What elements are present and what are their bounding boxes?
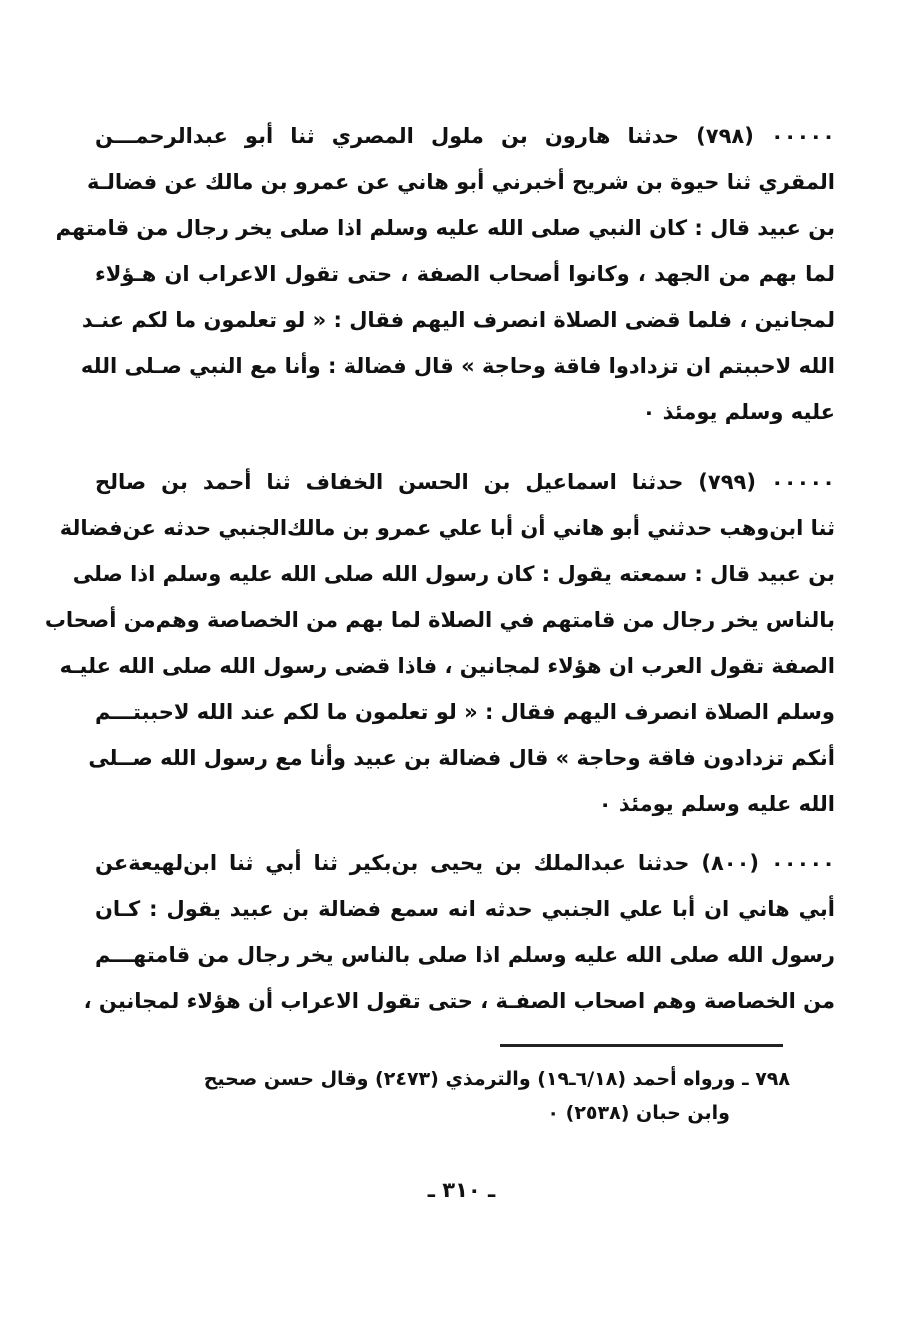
hadith-798-paragraph bbox=[55, 113, 835, 435]
text-line: بالناس يخر رجال من قامتهم في الصلاة لما بهم من الخصاصة وهم‌من أصحاب bbox=[44, 608, 835, 632]
text-line: من الخصاصة وهم اصحاب الصفـة ، حتى تقول الاعراب أن هؤلاء لمجانين ، bbox=[83, 989, 835, 1013]
text-line: ٠٠٠٠٠ (٨٠٠) حدثنا عبدالملك بن يحيى بن‌بكير ثنا أبي ثنا ابن‌لهيعة‌عن bbox=[95, 851, 835, 875]
footnote-line: وابن حبان (٢٥٣٨) ٠ bbox=[547, 1102, 730, 1124]
text-line: وسلم الصلاة انصرف اليهم فقال : « لو تعلمون ما لكم عند الله لاحببتـــم bbox=[95, 700, 835, 724]
text-line: الله عليه وسلم يومئذ ٠ bbox=[598, 792, 835, 816]
text-line: لمجانين ، فلما قضى الصلاة انصرف اليهم فقال : « لو تعلمون ما لكم عنـد bbox=[81, 308, 835, 332]
text-line: الله لاحببتم ان تزدادوا فاقة وحاجة » قال فضالة : وأنا مع النبي صـلى الله bbox=[80, 354, 835, 378]
text-line: بن عبيد قال : كان النبي صلى الله عليه وسلم اذا صلى يخر رجال من قامتهم bbox=[55, 216, 835, 240]
text-line: المقري ثنا حيوة بن شريح أخبرني أبو هاني عن عمرو بن مالك عن فضالـة bbox=[87, 170, 835, 194]
text-line: لما بهم من الجهد ، وكانوا أصحاب الصفة ، حتى تقول الاعراب ان هـؤلاء bbox=[95, 262, 835, 286]
footnote bbox=[100, 1062, 790, 1130]
page-number: ـ ٣١٠ ـ bbox=[427, 1178, 496, 1202]
footnote-line: ٧٩٨ ـ ورواه أحمد (٦/١٨ـ١٩) والترمذي (٢٤٧٣) وقال حسن صحيح bbox=[203, 1068, 790, 1090]
text-line: عليه وسلم يومئذ ٠ bbox=[642, 400, 835, 424]
text-line: ٠٠٠٠٠ (٧٩٨) حدثنا هارون بن ملول المصري ثنا أبو عبدالرحمـــن bbox=[95, 124, 835, 148]
text-line: ثنا ابن‌وهب حدثني أبو هاني أن أبا علي عمرو بن مالك‌الجنبي حدثه عن‌فضالة bbox=[59, 516, 835, 540]
hadith-800-paragraph bbox=[83, 840, 835, 1024]
hadith-799-paragraph bbox=[44, 459, 835, 827]
text-line: أنكم تزدادون فاقة وحاجة » قال فضالة بن عبيد وأنا مع رسول الله صــلى bbox=[88, 746, 835, 770]
text-line: أبي هاني ان أبا علي الجنبي حدثه انه سمع فضالة بن عبيد يقول : كـان bbox=[95, 897, 835, 921]
text-line: بن عبيد قال : سمعته يقول : كان رسول الله صلى الله عليه وسلم اذا صلى bbox=[72, 562, 835, 586]
text-line: رسول الله صلى الله عليه وسلم اذا صلى بالناس يخر رجال من قامتهـــم bbox=[95, 943, 835, 967]
footnote-divider bbox=[500, 1044, 783, 1047]
text-line: ٠٠٠٠٠ (٧٩٩) حدثنا اسماعيل بن الحسن الخفاف ثنا أحمد بن صالح bbox=[95, 470, 835, 494]
text-line: الصفة تقول العرب ان هؤلاء لمجانين ، فاذا قضى رسول الله صلى الله عليـه bbox=[59, 654, 835, 678]
